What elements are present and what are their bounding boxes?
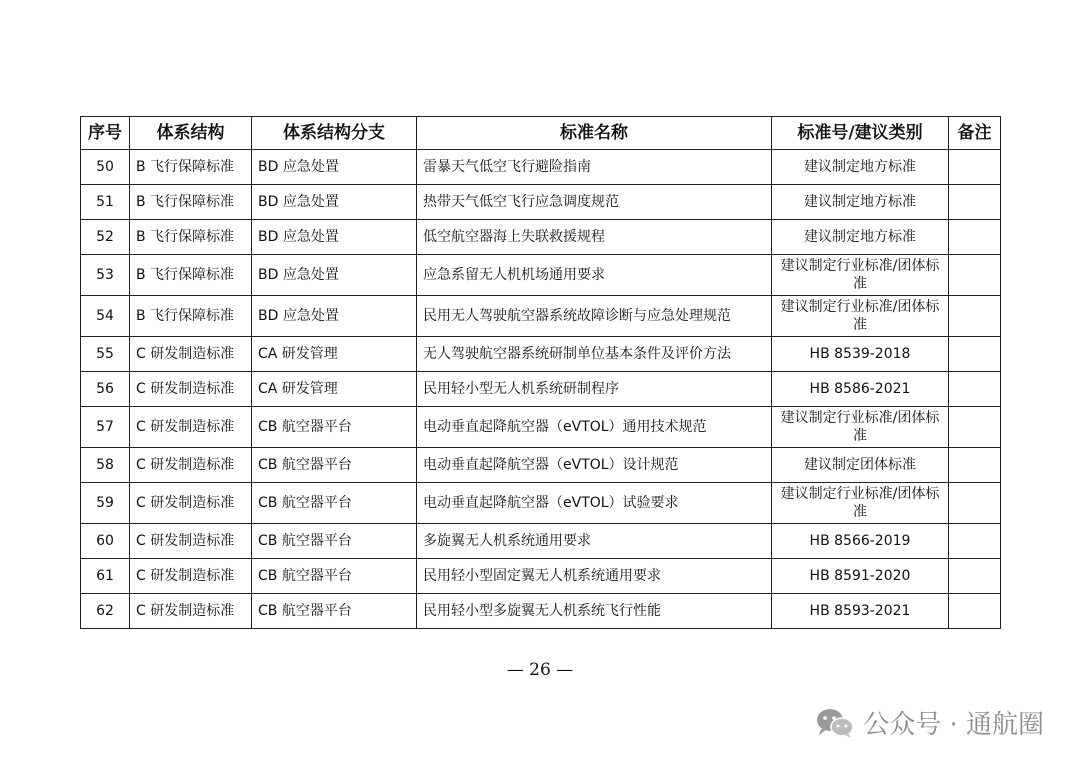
- row-index: 53: [81, 255, 130, 296]
- row-standard-code: 建议制定行业标准/团体标准: [772, 255, 949, 296]
- watermark-text: 公众号 · 通航圈: [863, 710, 1044, 740]
- row-structure: C 研发制造标准: [130, 407, 252, 448]
- table-row: [81, 524, 1001, 559]
- table-row: [81, 150, 1001, 185]
- table-row: [81, 220, 1001, 255]
- row-standard-name: 民用轻小型固定翼无人机系统通用要求: [417, 559, 772, 594]
- row-standard-code: 建议制定团体标准: [772, 448, 949, 483]
- row-standard-name: 电动垂直起降航空器（eVTOL）设计规范: [417, 448, 772, 483]
- row-index: 61: [81, 559, 130, 594]
- row-note: [949, 559, 1001, 594]
- row-structure: C 研发制造标准: [130, 372, 252, 407]
- row-note: [949, 150, 1001, 185]
- row-standard-name: 应急系留无人机机场通用要求: [417, 255, 772, 296]
- row-branch: BD 应急处置: [252, 220, 417, 255]
- row-branch: BD 应急处置: [252, 185, 417, 220]
- row-branch: CB 航空器平台: [252, 483, 417, 524]
- row-standard-name: 电动垂直起降航空器（eVTOL）通用技术规范: [417, 407, 772, 448]
- row-standard-name: 雷暴天气低空飞行避险指南: [417, 150, 772, 185]
- row-standard-name: 民用轻小型无人机系统研制程序: [417, 372, 772, 407]
- header-branch: 体系结构分支: [252, 117, 417, 150]
- row-structure: C 研发制造标准: [130, 524, 252, 559]
- row-structure: B 飞行保障标准: [130, 220, 252, 255]
- row-standard-code: HB 8539-2018: [772, 337, 949, 372]
- header-standard-code: 标准号/建议类别: [772, 117, 949, 150]
- row-branch: BD 应急处置: [252, 255, 417, 296]
- row-standard-name: 民用无人驾驶航空器系统故障诊断与应急处理规范: [417, 296, 772, 337]
- row-note: [949, 524, 1001, 559]
- row-standard-name: 低空航空器海上失联救援规程: [417, 220, 772, 255]
- row-structure: B 飞行保障标准: [130, 185, 252, 220]
- row-branch: CB 航空器平台: [252, 524, 417, 559]
- table-row: [81, 559, 1001, 594]
- row-branch: CB 航空器平台: [252, 559, 417, 594]
- table-row: [81, 185, 1001, 220]
- row-standard-code: HB 8586-2021: [772, 372, 949, 407]
- row-index: 60: [81, 524, 130, 559]
- row-branch: BD 应急处置: [252, 150, 417, 185]
- row-standard-name: 热带天气低空飞行应急调度规范: [417, 185, 772, 220]
- table-row: [81, 337, 1001, 372]
- row-branch: CB 航空器平台: [252, 594, 417, 629]
- row-structure: B 飞行保障标准: [130, 150, 252, 185]
- row-structure: C 研发制造标准: [130, 337, 252, 372]
- row-branch: CB 航空器平台: [252, 448, 417, 483]
- row-index: 50: [81, 150, 130, 185]
- row-index: 59: [81, 483, 130, 524]
- row-note: [949, 220, 1001, 255]
- row-branch: CB 航空器平台: [252, 407, 417, 448]
- header-index: 序号: [81, 117, 130, 150]
- row-note: [949, 296, 1001, 337]
- row-note: [949, 407, 1001, 448]
- table-row: [81, 255, 1001, 296]
- table-row: [81, 407, 1001, 448]
- row-index: 54: [81, 296, 130, 337]
- row-standard-code: 建议制定地方标准: [772, 185, 949, 220]
- row-index: 56: [81, 372, 130, 407]
- header-note: 备注: [949, 117, 1001, 150]
- table-row: [81, 483, 1001, 524]
- row-standard-code: 建议制定行业标准/团体标准: [772, 407, 949, 448]
- row-structure: C 研发制造标准: [130, 594, 252, 629]
- row-standard-code: HB 8591-2020: [772, 559, 949, 594]
- row-note: [949, 185, 1001, 220]
- row-branch: BD 应急处置: [252, 296, 417, 337]
- row-index: 52: [81, 220, 130, 255]
- table-row: [81, 594, 1001, 629]
- header-structure: 体系结构: [130, 117, 252, 150]
- row-standard-code: 建议制定行业标准/团体标准: [772, 483, 949, 524]
- table-header-row: [81, 117, 1001, 150]
- table-row: [81, 372, 1001, 407]
- page-number: — 26 —: [506, 660, 574, 680]
- row-branch: CA 研发管理: [252, 337, 417, 372]
- row-index: 55: [81, 337, 130, 372]
- watermark: [815, 704, 1044, 741]
- row-note: [949, 255, 1001, 296]
- row-index: 58: [81, 448, 130, 483]
- row-standard-code: 建议制定地方标准: [772, 150, 949, 185]
- row-index: 57: [81, 407, 130, 448]
- row-note: [949, 594, 1001, 629]
- standards-table: [80, 116, 1001, 629]
- row-standard-name: 多旋翼无人机系统通用要求: [417, 524, 772, 559]
- row-note: [949, 337, 1001, 372]
- row-standard-name: 民用轻小型多旋翼无人机系统飞行性能: [417, 594, 772, 629]
- row-branch: CA 研发管理: [252, 372, 417, 407]
- row-standard-code: HB 8566-2019: [772, 524, 949, 559]
- row-index: 51: [81, 185, 130, 220]
- row-structure: B 飞行保障标准: [130, 296, 252, 337]
- table-row: [81, 448, 1001, 483]
- row-standard-name: 电动垂直起降航空器（eVTOL）试验要求: [417, 483, 772, 524]
- row-standard-code: HB 8593-2021: [772, 594, 949, 629]
- row-index: 62: [81, 594, 130, 629]
- row-structure: B 飞行保障标准: [130, 255, 252, 296]
- header-standard-name: 标准名称: [417, 117, 772, 150]
- row-structure: C 研发制造标准: [130, 559, 252, 594]
- row-standard-name: 无人驾驶航空器系统研制单位基本条件及评价方法: [417, 337, 772, 372]
- row-standard-code: 建议制定地方标准: [772, 220, 949, 255]
- table-row: [81, 296, 1001, 337]
- row-structure: C 研发制造标准: [130, 448, 252, 483]
- row-note: [949, 483, 1001, 524]
- wechat-icon: [815, 707, 855, 739]
- row-structure: C 研发制造标准: [130, 483, 252, 524]
- row-note: [949, 372, 1001, 407]
- row-note: [949, 448, 1001, 483]
- row-standard-code: 建议制定行业标准/团体标准: [772, 296, 949, 337]
